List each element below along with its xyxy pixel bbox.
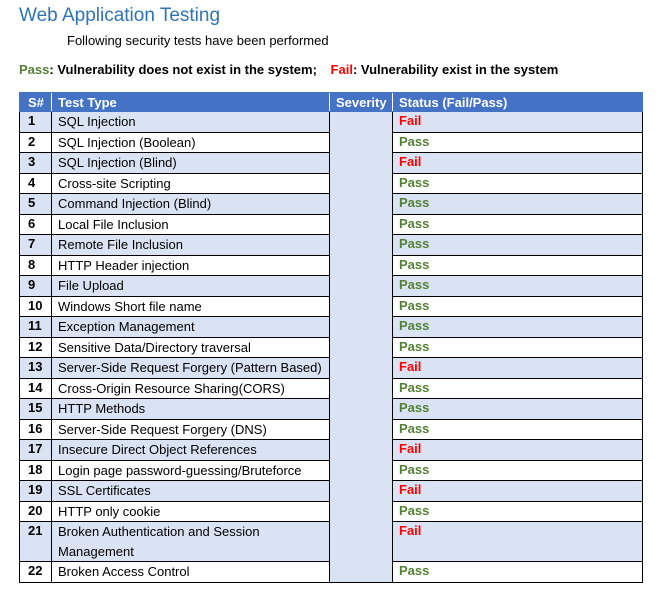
row-severity — [330, 460, 393, 481]
row-number: 4 — [20, 173, 52, 194]
legend-fail-word: Fail — [330, 62, 353, 77]
row-test-type: Server-Side Request Forgery (DNS) — [52, 419, 330, 440]
row-status: Fail — [393, 522, 643, 562]
row-status: Pass — [393, 460, 643, 481]
table-row — [20, 460, 643, 481]
row-status: Pass — [393, 317, 643, 338]
row-number: 13 — [20, 358, 52, 379]
row-test-type: Sensitive Data/Directory traversal — [52, 337, 330, 358]
table-row — [20, 296, 643, 317]
table-row — [20, 255, 643, 276]
table-row — [20, 419, 643, 440]
row-status: Pass — [393, 276, 643, 297]
row-severity — [330, 358, 393, 379]
row-status: Pass — [393, 378, 643, 399]
table-row — [20, 276, 643, 297]
table-body — [20, 112, 643, 583]
row-test-type: Login page password-guessing/Bruteforce — [52, 460, 330, 481]
row-severity — [330, 419, 393, 440]
row-severity — [330, 399, 393, 420]
row-number: 22 — [20, 562, 52, 583]
column-header-severity: Severity — [330, 93, 393, 112]
row-number: 15 — [20, 399, 52, 420]
row-test-type: Local File Inclusion — [52, 214, 330, 235]
table-row — [20, 378, 643, 399]
row-number: 9 — [20, 276, 52, 297]
row-status: Pass — [393, 214, 643, 235]
row-test-type: HTTP Methods — [52, 399, 330, 420]
row-status: Pass — [393, 255, 643, 276]
row-severity — [330, 276, 393, 297]
row-test-type: SSL Certificates — [52, 481, 330, 502]
row-status: Pass — [393, 419, 643, 440]
row-severity — [330, 337, 393, 358]
row-number: 5 — [20, 194, 52, 215]
row-number: 1 — [20, 112, 52, 133]
table-row — [20, 522, 643, 562]
row-number: 11 — [20, 317, 52, 338]
row-severity — [330, 317, 393, 338]
column-header-number: S# — [20, 93, 52, 112]
table-row — [20, 173, 643, 194]
row-severity — [330, 501, 393, 522]
table-row — [20, 317, 643, 338]
row-number: 14 — [20, 378, 52, 399]
security-tests-table — [19, 92, 643, 583]
row-status: Pass — [393, 194, 643, 215]
row-test-type: Insecure Direct Object References — [52, 440, 330, 461]
table-row — [20, 358, 643, 379]
row-number: 6 — [20, 214, 52, 235]
row-status: Pass — [393, 562, 643, 583]
row-severity — [330, 481, 393, 502]
table-row — [20, 481, 643, 502]
table-row — [20, 501, 643, 522]
legend-fail-text: : Vulnerability exist in the system — [352, 62, 559, 77]
row-number: 16 — [20, 419, 52, 440]
page-title: Web Application Testing — [19, 5, 221, 26]
row-test-type: Command Injection (Blind) — [52, 194, 330, 215]
row-status: Pass — [393, 235, 643, 256]
row-number: 2 — [20, 132, 52, 153]
legend — [19, 62, 558, 77]
row-number: 21 — [20, 522, 52, 562]
row-severity — [330, 153, 393, 174]
page-subtitle: Following security tests have been performed — [67, 33, 329, 48]
row-number: 8 — [20, 255, 52, 276]
row-test-type: SQL Injection (Boolean) — [52, 132, 330, 153]
row-test-type: File Upload — [52, 276, 330, 297]
row-status: Fail — [393, 358, 643, 379]
row-status: Pass — [393, 296, 643, 317]
column-header-status: Status (Fail/Pass) — [393, 93, 643, 112]
table-row — [20, 235, 643, 256]
table-row — [20, 132, 643, 153]
row-number: 7 — [20, 235, 52, 256]
table-row — [20, 562, 643, 583]
row-number: 17 — [20, 440, 52, 461]
table-row — [20, 194, 643, 215]
row-severity — [330, 440, 393, 461]
row-status: Fail — [393, 440, 643, 461]
row-test-type: Broken Authentication and Session Management — [52, 522, 330, 562]
row-severity — [330, 296, 393, 317]
row-test-type: Cross-Origin Resource Sharing(CORS) — [52, 378, 330, 399]
row-test-type: HTTP only cookie — [52, 501, 330, 522]
row-number: 18 — [20, 460, 52, 481]
row-severity — [330, 132, 393, 153]
row-severity — [330, 194, 393, 215]
table-row — [20, 112, 643, 133]
row-status: Pass — [393, 173, 643, 194]
row-test-type: HTTP Header injection — [52, 255, 330, 276]
row-severity — [330, 378, 393, 399]
table-row — [20, 214, 643, 235]
row-severity — [330, 562, 393, 583]
table-row — [20, 153, 643, 174]
row-severity — [330, 112, 393, 133]
legend-pass-word: Pass — [19, 62, 50, 77]
row-number: 19 — [20, 481, 52, 502]
row-test-type: Exception Management — [52, 317, 330, 338]
row-status: Pass — [393, 399, 643, 420]
table-row — [20, 337, 643, 358]
row-severity — [330, 173, 393, 194]
row-severity — [330, 235, 393, 256]
row-test-type: SQL Injection (Blind) — [52, 153, 330, 174]
row-status: Fail — [393, 112, 643, 133]
legend-pass-text: : Vulnerability does not exist in the system; — [49, 62, 317, 77]
row-number: 12 — [20, 337, 52, 358]
table-row — [20, 440, 643, 461]
row-status: Pass — [393, 337, 643, 358]
row-test-type: Cross-site Scripting — [52, 173, 330, 194]
row-status: Fail — [393, 153, 643, 174]
table-header-row — [20, 93, 643, 112]
table-row — [20, 399, 643, 420]
row-severity — [330, 214, 393, 235]
row-severity — [330, 255, 393, 276]
row-status: Pass — [393, 501, 643, 522]
row-test-type: SQL Injection — [52, 112, 330, 133]
row-number: 3 — [20, 153, 52, 174]
row-test-type: Remote File Inclusion — [52, 235, 330, 256]
row-test-type: Broken Access Control — [52, 562, 330, 583]
row-number: 10 — [20, 296, 52, 317]
row-test-type: Server-Side Request Forgery (Pattern Based) — [52, 358, 330, 379]
row-test-type: Windows Short file name — [52, 296, 330, 317]
row-status: Pass — [393, 132, 643, 153]
column-header-test-type: Test Type — [52, 93, 330, 112]
row-status: Fail — [393, 481, 643, 502]
row-number: 20 — [20, 501, 52, 522]
row-severity — [330, 522, 393, 562]
